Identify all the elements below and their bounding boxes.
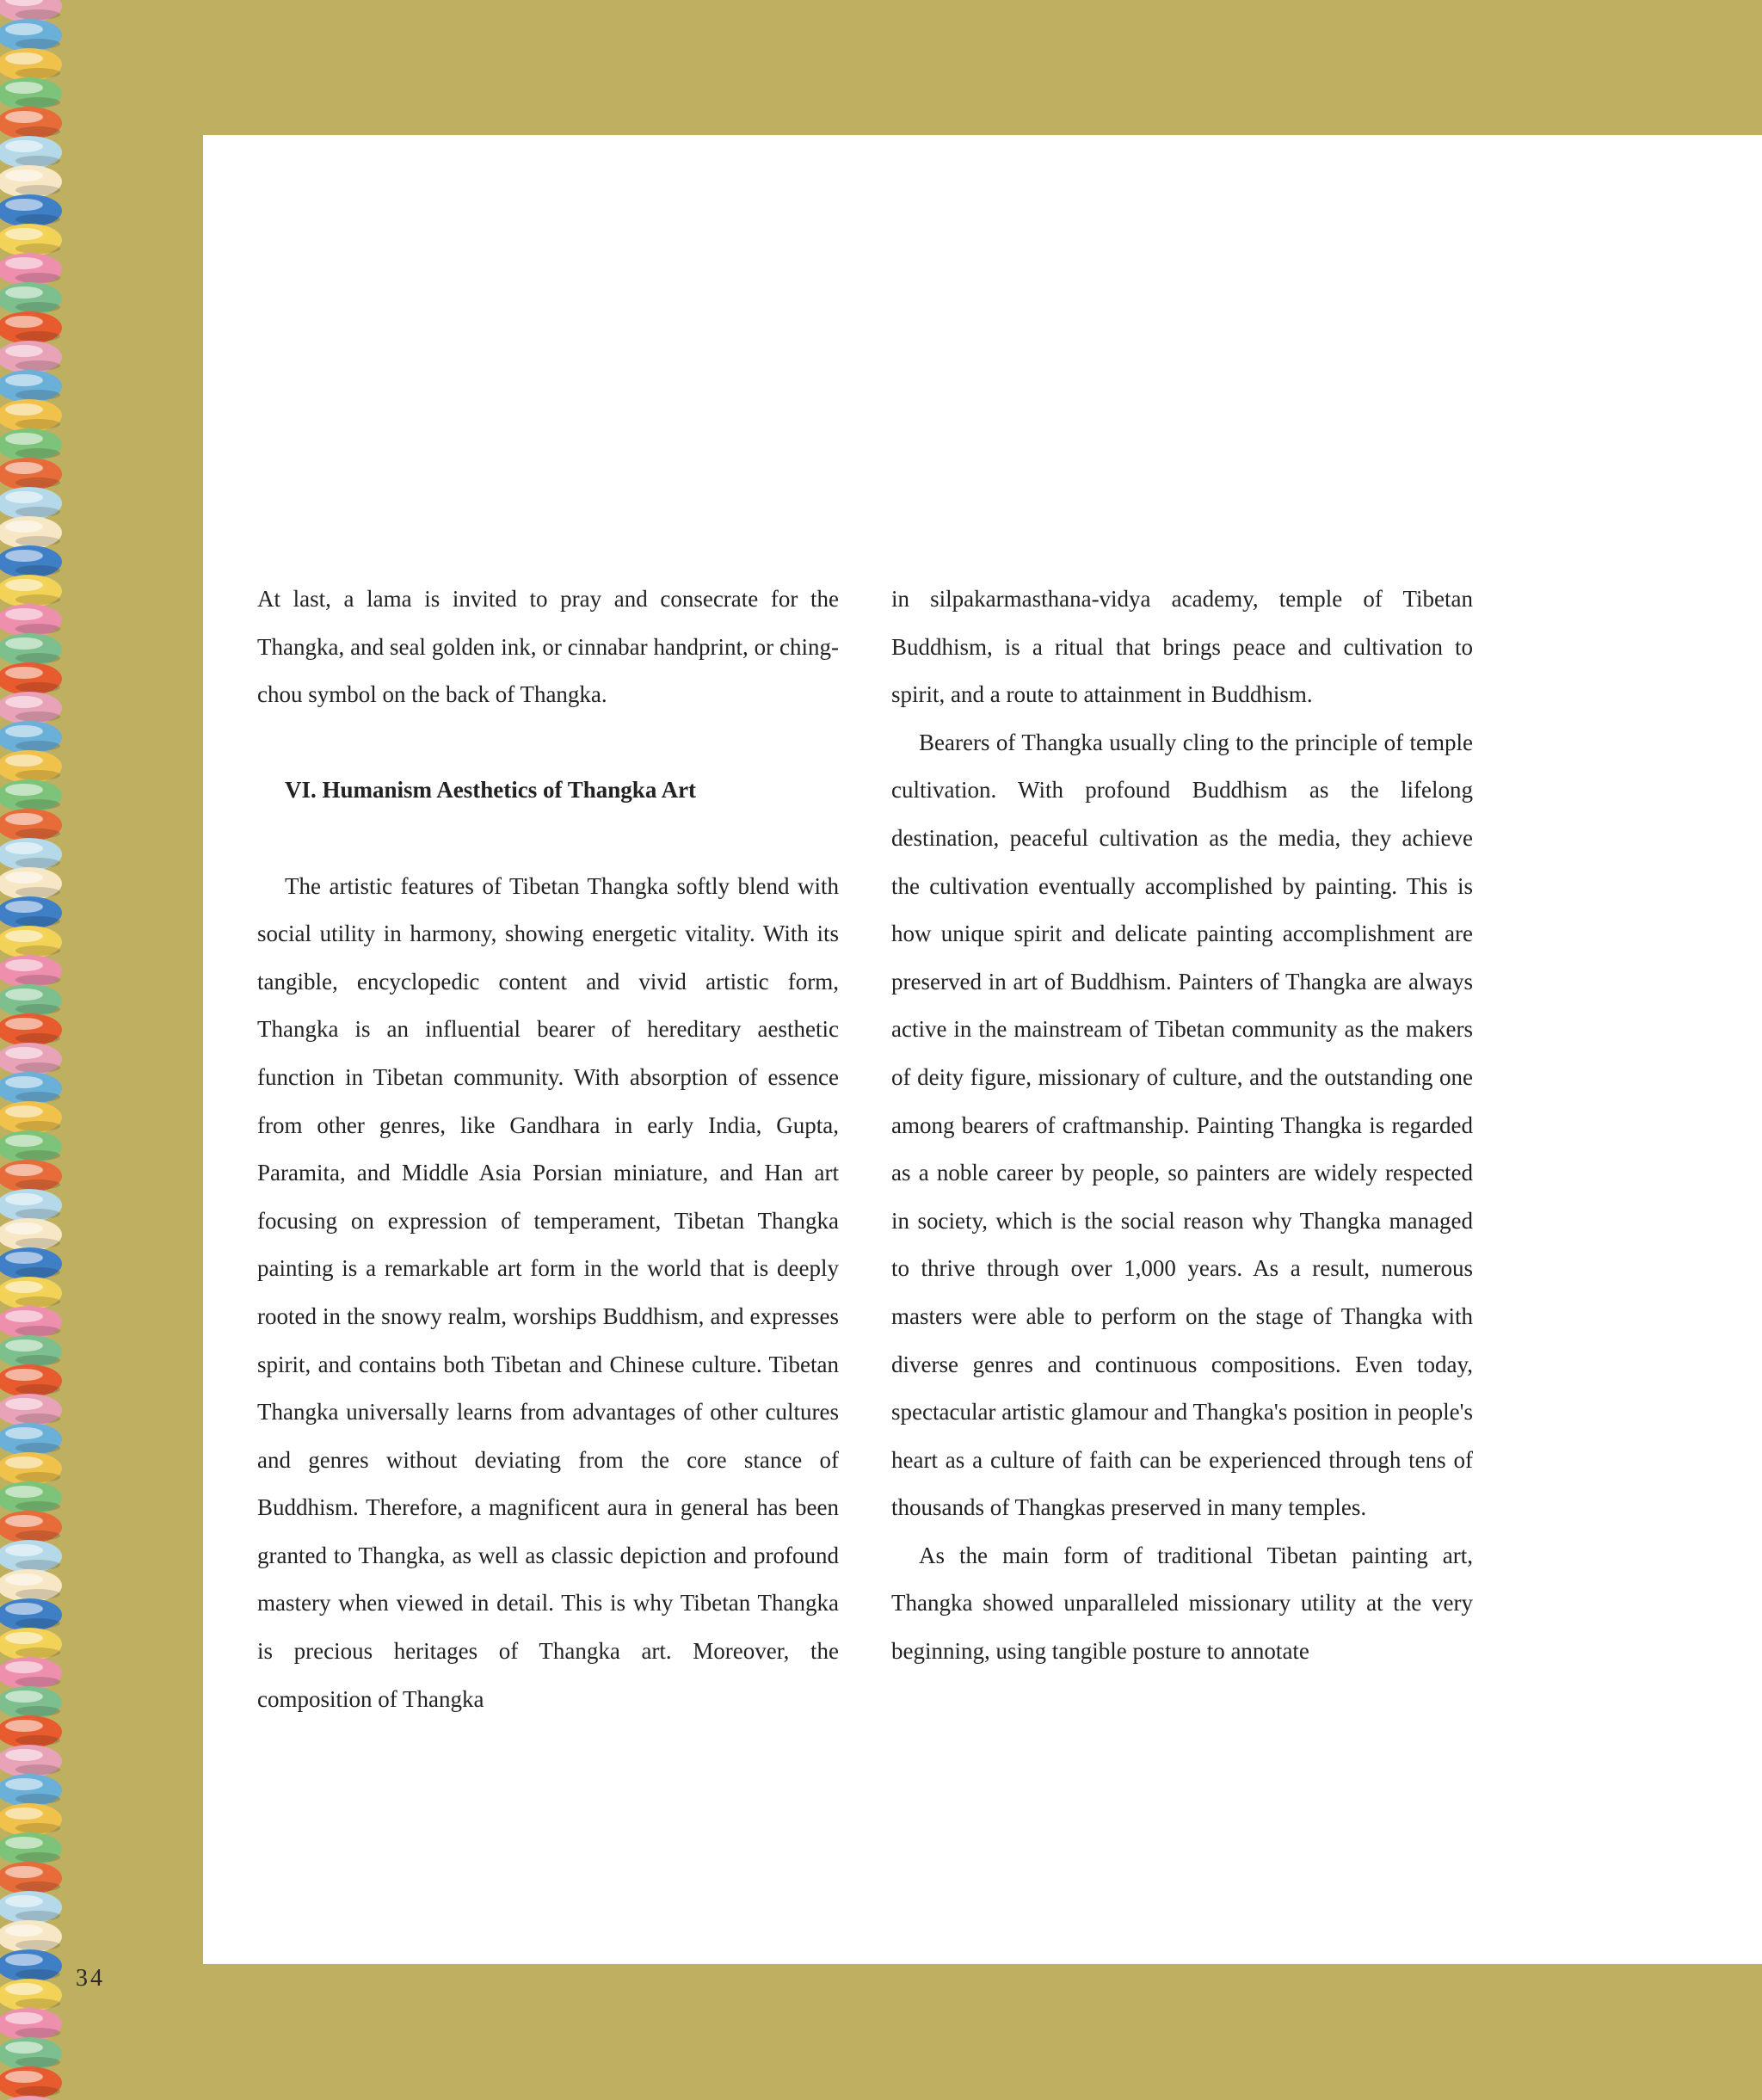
bead [0, 1101, 62, 1134]
paragraph-main-form: As the main form of traditional Tibetan painting art, Thangka showed unparalleled missionary utility at the very beginning, using tangible posture to annotate [891, 1542, 1473, 1665]
bead [0, 926, 62, 958]
left-column [257, 576, 839, 1723]
bead [0, 516, 62, 549]
bead [0, 1803, 62, 1836]
bead [0, 1189, 62, 1222]
bead [0, 838, 62, 871]
bead [0, 662, 62, 695]
bead [0, 311, 62, 344]
bead [0, 1832, 62, 1865]
bead [0, 575, 62, 607]
bead [0, 370, 62, 403]
bead [0, 955, 62, 988]
bead [0, 721, 62, 754]
bead [0, 1511, 62, 1543]
bead [0, 107, 62, 139]
bead [0, 1774, 62, 1807]
bead [0, 2008, 62, 2041]
bead [0, 633, 62, 666]
bead [0, 1657, 62, 1690]
bead [0, 1218, 62, 1251]
bead [0, 19, 62, 52]
bead [0, 1072, 62, 1105]
bead [0, 809, 62, 841]
bead [0, 867, 62, 900]
page-body [203, 135, 1762, 1964]
bead [0, 2096, 62, 2100]
decorative-bead-border [0, 0, 64, 2100]
bead [0, 1715, 62, 1748]
bead [0, 1043, 62, 1075]
bead [0, 1979, 62, 2011]
bead [0, 1306, 62, 1339]
paragraph-academy-ritual: in silpakarmasthana-vidya academy, temple of Tibetan Buddhism, is a ritual that brings peace and cultivation to spirit, and a route to attainment in Buddhism. [891, 586, 1473, 708]
bead [0, 984, 62, 1017]
bead [0, 341, 62, 373]
bead [0, 1598, 62, 1631]
section-heading: VI. Humanism Aesthetics of Thangka Art [285, 777, 697, 804]
bead [0, 399, 62, 432]
bead [0, 165, 62, 198]
bead [0, 1745, 62, 1777]
bead [0, 428, 62, 461]
bead [0, 896, 62, 929]
bead [0, 1364, 62, 1397]
bead [0, 1481, 62, 1514]
bead [0, 194, 62, 227]
bead [0, 1686, 62, 1719]
bead [0, 1862, 62, 1894]
paragraph-artistic-features: The artistic features of Tibetan Thangka softly blend with social utility in harmony, showing energetic vitality. With its tangible, encyclopedic content and vivid artistic form, Thangka is an influential bearer of hereditary aesthetic function in Tibetan community. With absorption of essence from other genres, like Gandhara in early India, Gupta, Paramita, and Middle Asia Porsian miniature, and Han art focusing on expression of temperament, Tibetan Thangka painting is a remarkable art form in the world that is deeply rooted in the snowy realm, worships Buddhism, and expresses spirit, and contains both Tibetan and Chinese culture. Tibetan Thangka universally learns from advantages of other cultures and genres without deviating from the core stance of Buddhism. Therefore, a magnificent aura in general has been granted to Thangka, as well as classic depiction and profound mastery when viewed in detail. This is why Tibetan Thangka is precious heritages of Thangka art. Moreover, the composition of Thangka [257, 872, 839, 1712]
paragraph-consecration: At last, a lama is invited to pray and consecrate for the Thangka, and seal golden ink, or cinnabar handprint, or ching-chou symbol on the back of Thangka. [257, 586, 839, 708]
bead [0, 1452, 62, 1485]
bead [0, 604, 62, 637]
bead [0, 545, 62, 578]
bead [0, 1949, 62, 1982]
bead [0, 282, 62, 315]
bead [0, 750, 62, 783]
bead [0, 1628, 62, 1660]
bead [0, 692, 62, 724]
paragraph-bearers-of-thangka: Bearers of Thangka usually cling to the principle of temple cultivation. With profound Buddhism as the lifelong destination, peaceful cultivation as the media, they achieve the cultivation eventually accomplished by painting. This is how unique spirit and delicate painting accomplishment are preserved in art of Buddhism. Painters of Thangka are always active in the mainstream of Tibetan community as the makers of deity figure, missionary of culture, and the outstanding one among bearers of craftmanship. Painting Thangka is regarded as a noble career by people, so painters are widely respected in society, which is the social reason why Thangka managed to thrive through over 1,000 years. As a result, numerous masters were able to perform on the stage of Thangka with diverse genres and continuous compositions. Even today, spectacular artistic glamour and Thangka's position in people's heart as a culture of faith can be experienced through tens of thousands of Thangkas preserved in many temples. [891, 729, 1473, 1521]
bead [0, 1160, 62, 1192]
bead [0, 48, 62, 81]
bead [0, 487, 62, 520]
bead [0, 1394, 62, 1426]
bead [0, 779, 62, 812]
bead [0, 1335, 62, 1368]
bead [0, 253, 62, 286]
bead [0, 1423, 62, 1456]
bead [0, 1569, 62, 1602]
bead-border-graphic [0, 0, 64, 2100]
right-column [891, 576, 1473, 1676]
bead [0, 458, 62, 490]
page-number: 34 [76, 1965, 105, 1992]
bead [0, 1540, 62, 1573]
bead [0, 1920, 62, 1953]
bead [0, 1277, 62, 1309]
bead [0, 2066, 62, 2099]
bead [0, 224, 62, 256]
bead [0, 2037, 62, 2070]
bead [0, 77, 62, 110]
bead [0, 1891, 62, 1924]
bead [0, 1247, 62, 1280]
bead [0, 136, 62, 169]
bead [0, 1130, 62, 1163]
bead [0, 1013, 62, 1046]
